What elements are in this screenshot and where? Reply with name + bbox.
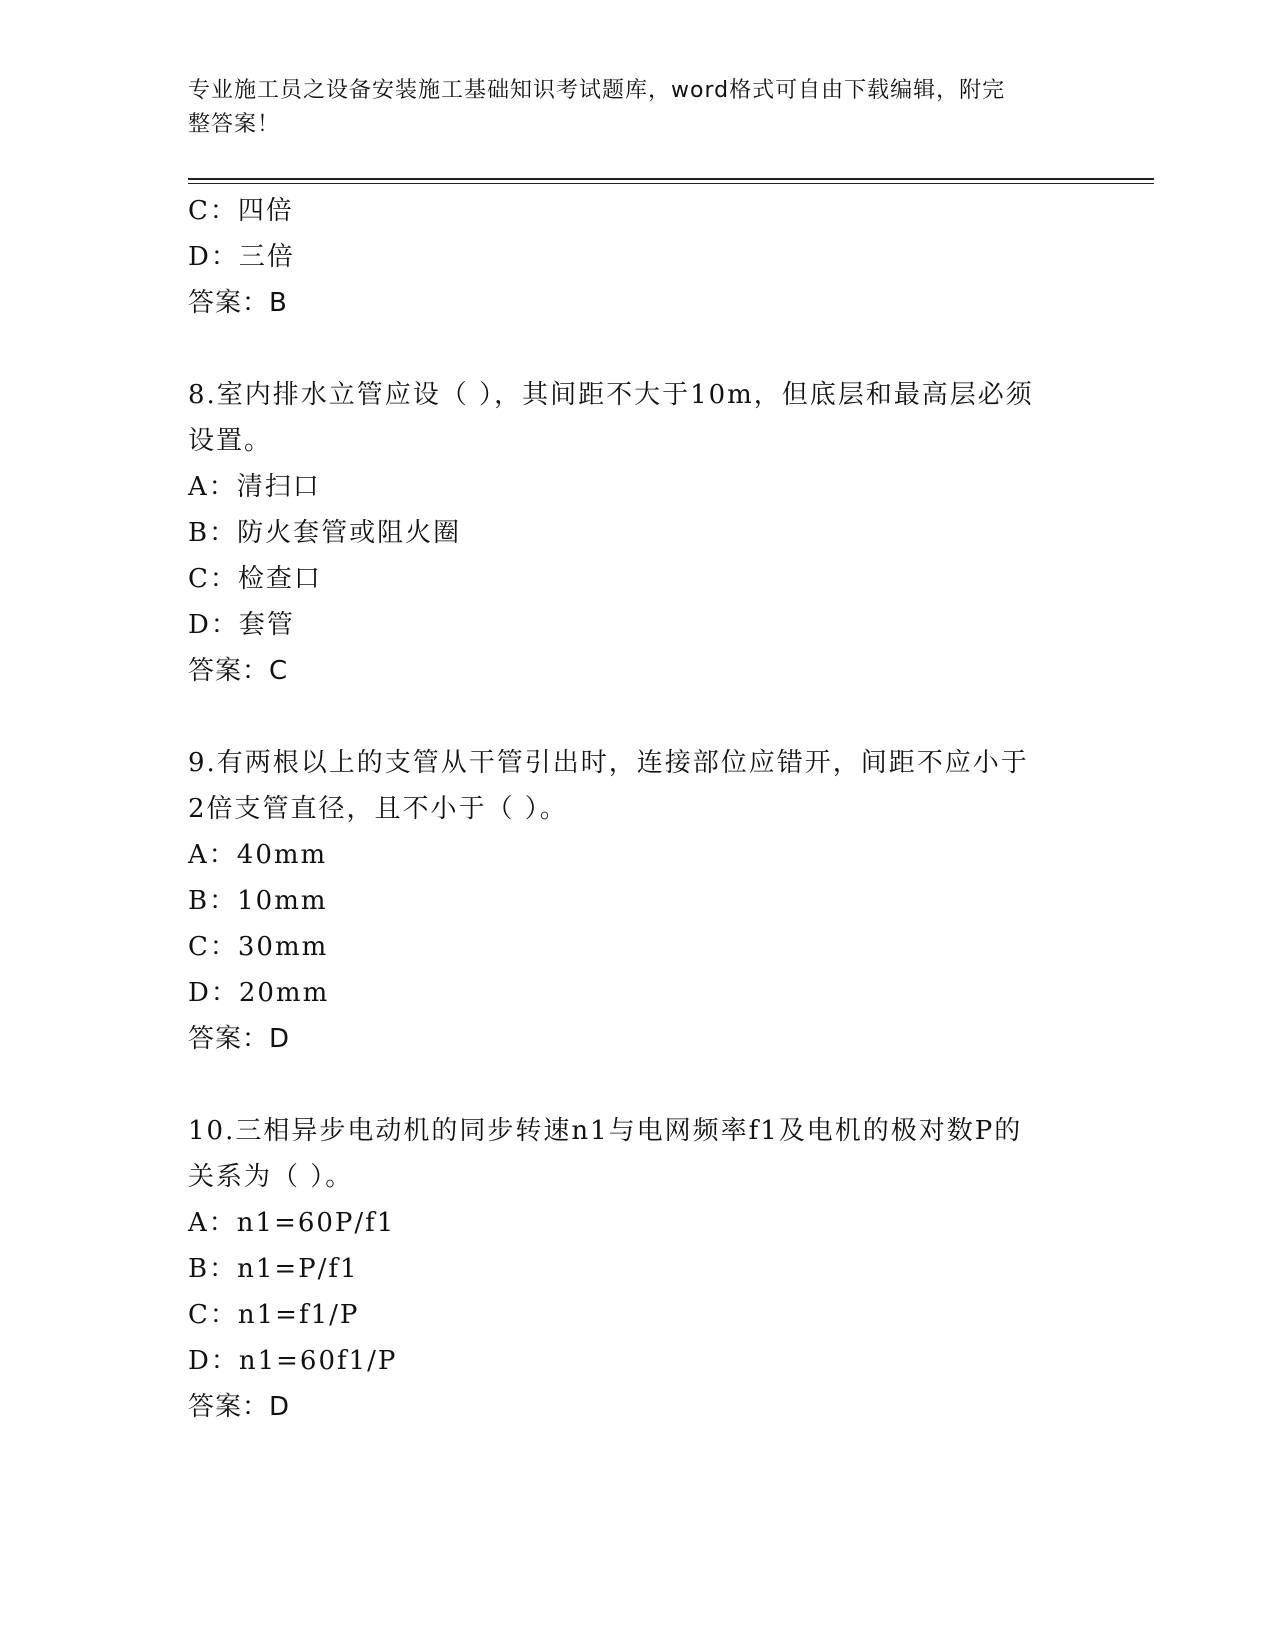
question-stem-line-1: 10.三相异步电动机的同步转速n1与电网频率f1及电机的极对数P的 — [188, 1116, 1023, 1146]
question-stem-line-1: 8.室内排水立管应设（ ），其间距不大于10m，但底层和最高层必须 — [188, 380, 1034, 410]
question-stem-line-1: 9.有两根以上的支管从干管引出时，连接部位应错开，间距不应小于 — [188, 748, 1029, 778]
question-8 — [188, 372, 1088, 694]
option-d: D：n1=60f1/P — [188, 1346, 398, 1376]
option-d: D：20mm — [188, 978, 330, 1008]
answer-line: 答案：D — [188, 1024, 291, 1054]
option-b: B：10mm — [188, 886, 328, 916]
question-stem-line-2: 设置。 — [188, 426, 273, 456]
option-a: A：n1=60P/f1 — [188, 1208, 396, 1238]
question-stem-line-2: 关系为（ ）。 — [188, 1162, 354, 1192]
question-gap — [188, 326, 1088, 372]
header-line-2: 整答案！ — [188, 112, 281, 137]
answer-line: 答案：D — [188, 1392, 291, 1422]
question-gap — [188, 694, 1088, 740]
document-header — [188, 74, 1088, 142]
option-c: C：四倍 — [188, 196, 294, 226]
question-9 — [188, 740, 1088, 1062]
header-rule-bottom — [188, 183, 1154, 184]
question-stem-line-2: 2倍支管直径，且不小于（ ）。 — [188, 794, 568, 824]
header-line-1: 专业施工员之设备安装施工基础知识考试题库，word格式可自由下载编辑，附完 — [188, 78, 1006, 103]
option-a: A：40mm — [188, 840, 328, 870]
option-d: D：三倍 — [188, 242, 295, 272]
option-d: D：套管 — [188, 610, 295, 640]
option-b: B：防火套管或阻火圈 — [188, 518, 462, 548]
question-content — [188, 188, 1088, 1430]
question-gap — [188, 1062, 1088, 1108]
header-rule-top — [188, 178, 1154, 180]
option-a: A：清扫口 — [188, 472, 321, 502]
option-c: C：n1=f1/P — [188, 1300, 360, 1330]
answer-line: 答案：C — [188, 656, 289, 686]
question-10 — [188, 1108, 1088, 1430]
option-c: C：检查口 — [188, 564, 322, 594]
option-c: C：30mm — [188, 932, 329, 962]
option-b: B：n1=P/f1 — [188, 1254, 359, 1284]
previous-question-tail — [188, 188, 1088, 326]
answer-line: 答案：B — [188, 288, 288, 318]
